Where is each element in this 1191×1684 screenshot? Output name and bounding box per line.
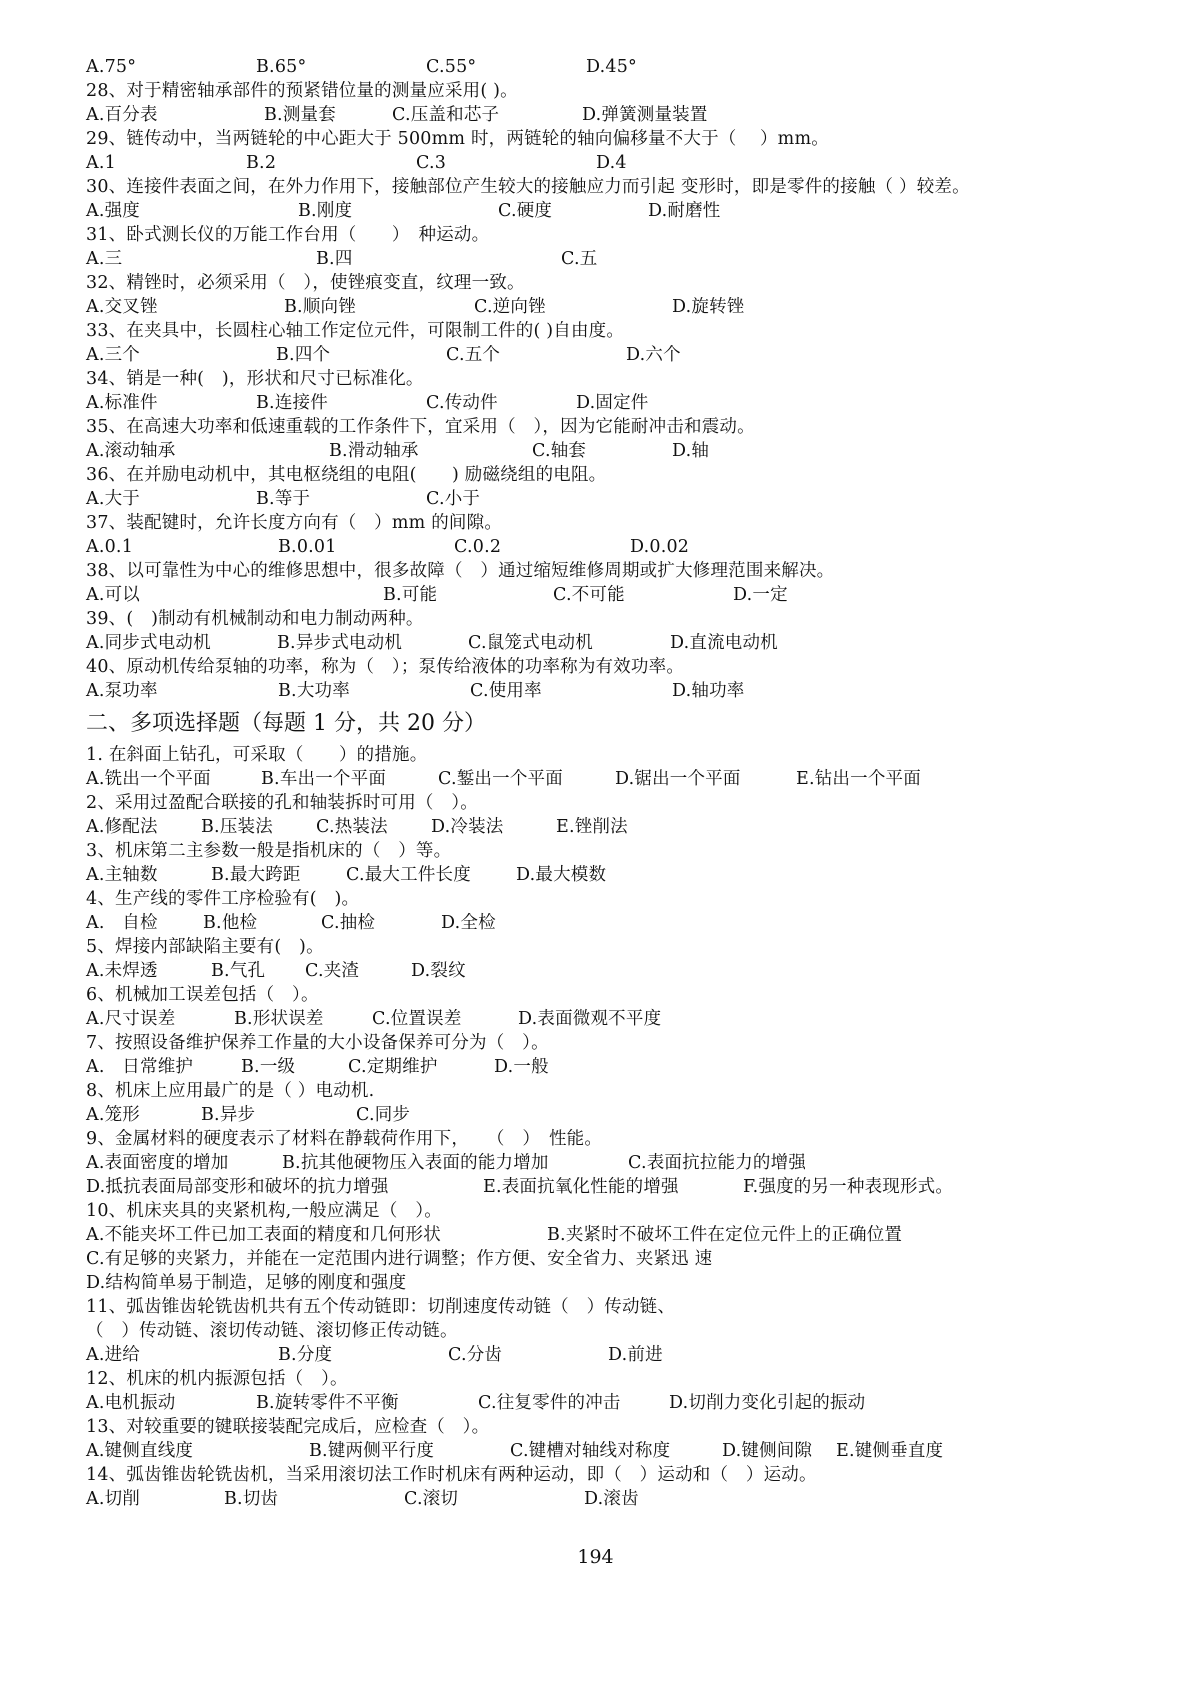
option-text: B.滑动轴承: [329, 441, 419, 461]
option-text: C.抽检: [321, 913, 376, 933]
option-text: A.可以: [86, 585, 141, 605]
option-text: C.3: [416, 153, 447, 173]
question-line: 3、机床第二主参数一般是指机床的（ ）等。: [86, 841, 452, 861]
option-text: C.鼠笼式电动机: [468, 633, 593, 653]
options-line: [86, 1391, 1166, 1415]
option-text: C.热装法: [316, 817, 388, 837]
option-text: C.传动件: [426, 393, 498, 413]
question-line: 7、按照设备维护保养工作量的大小设备保养可分为（ ）。: [86, 1033, 549, 1053]
options-line: [86, 631, 1166, 655]
options-line: [86, 199, 1166, 223]
option-text: E.表面抗氧化性能的增强: [483, 1177, 679, 1197]
question-line: 6、机械加工误差包括（ ）。: [86, 985, 319, 1005]
option-text: D.表面微观不平度: [518, 1009, 662, 1029]
option-text: A.三个: [86, 345, 141, 365]
options-line: [86, 767, 1166, 791]
option-text: A.修配法: [86, 817, 158, 837]
question-line: 4、生产线的零件工序检验有( )。: [86, 889, 360, 909]
option-text: E.钻出一个平面: [796, 769, 921, 789]
page-number: 194: [577, 1546, 614, 1568]
option-text: A. 自检: [86, 913, 158, 933]
option-text: A.电机振动: [86, 1393, 176, 1413]
option-text: A.三: [86, 249, 123, 269]
option-text: B.连接件: [256, 393, 328, 413]
option-text: D.耐磨性: [648, 201, 721, 221]
option-text: D.全检: [441, 913, 496, 933]
option-text: D.最大模数: [516, 865, 607, 885]
option-text: B.大功率: [278, 681, 350, 701]
question-line: 28、对于精密轴承部件的预紧错位量的测量应采用( )。: [86, 81, 518, 101]
option-text: A.笼形: [86, 1105, 141, 1125]
options-line: [86, 815, 1166, 839]
option-text: C.55°: [426, 57, 477, 77]
option-text: D.前进: [608, 1345, 663, 1365]
options-line: [86, 1343, 1166, 1367]
option-text: C.最大工件长度: [346, 865, 471, 885]
option-text: C.五个: [446, 345, 501, 365]
option-text: A.表面密度的增加: [86, 1153, 229, 1173]
option-text: D.弹簧测量装置: [582, 105, 708, 125]
option-text: A.交叉锉: [86, 297, 158, 317]
question-line: 38、以可靠性为中心的维修思想中，很多故障（ ）通过缩短维修周期或扩大修理范围来解决。: [86, 561, 835, 581]
option-text: C.表面抗拉能力的增强: [628, 1153, 807, 1173]
option-text: A.未焊透: [86, 961, 158, 981]
options-line: [86, 959, 1166, 983]
option-text: C.0.2: [454, 537, 502, 557]
option-text: B.旋转零件不平衡: [256, 1393, 399, 1413]
option-text: B.0.01: [278, 537, 337, 557]
option-text: D.六个: [626, 345, 681, 365]
options-line: [86, 439, 1166, 463]
option-text: C.小于: [426, 489, 481, 509]
question-line: 2、采用过盈配合联接的孔和轴装拆时可用（ ）。: [86, 793, 478, 813]
options-line: [86, 1439, 1166, 1463]
question-line: 10、机床夹具的夹紧机构,一般应满足（ ）。: [86, 1201, 442, 1221]
option-text: A.滚动轴承: [86, 441, 176, 461]
option-text: B.异步式电动机: [277, 633, 403, 653]
question-line: 13、对较重要的键联接装配完成后，应检查（ ）。: [86, 1417, 490, 1437]
options-line: [86, 1223, 1166, 1247]
option-text: C.位置误差: [372, 1009, 462, 1029]
question-line: 35、在高速大功率和低速重载的工作条件下，宜采用（ ），因为它能耐冲击和震动。: [86, 417, 755, 437]
options-line: [86, 247, 1166, 271]
options-line: [86, 487, 1166, 511]
question-line: 14、弧齿锥齿轮铣齿机，当采用滚切法工作时机床有两种运动，即（ ）运动和（ ）运动。: [86, 1465, 817, 1485]
question-line: 39、( )制动有机械制动和电力制动两种。: [86, 609, 424, 629]
option-text: E.键侧垂直度: [836, 1441, 944, 1461]
option-text: B.键两侧平行度: [309, 1441, 435, 1461]
options-line: [86, 1175, 1166, 1199]
option-text: A.强度: [86, 201, 141, 221]
options-line: [86, 911, 1166, 935]
options-line: [86, 103, 1166, 127]
options-line: [86, 1151, 1166, 1175]
option-text: E.锉削法: [556, 817, 628, 837]
option-text: C.五: [561, 249, 598, 269]
option-text: B.测量套: [264, 105, 336, 125]
option-text: D.旋转锉: [672, 297, 745, 317]
option-text: A.进给: [86, 1345, 141, 1365]
option-text: C.分齿: [448, 1345, 503, 1365]
options-line: [86, 1007, 1166, 1031]
options-line: [86, 679, 1166, 703]
option-text: B.形状误差: [234, 1009, 324, 1029]
option-text: B.气孔: [211, 961, 266, 981]
option-text: C.硬度: [498, 201, 553, 221]
option-text: B.一级: [241, 1057, 296, 1077]
question-line: 8、机床上应用最广的是（ ）电动机.: [86, 1081, 375, 1101]
option-text: D.一般: [494, 1057, 549, 1077]
option-text: F.强度的另一种表现形式。: [743, 1177, 954, 1197]
option-text: D.一定: [733, 585, 788, 605]
question-line: 31、卧式测长仪的万能工作台用（ ） 种运动。: [86, 225, 490, 245]
option-text: B.等于: [256, 489, 311, 509]
options-line: [86, 583, 1166, 607]
option-text: B.异步: [201, 1105, 256, 1125]
option-text: A.同步式电动机: [86, 633, 211, 653]
option-text: D.轴: [672, 441, 710, 461]
option-text: A.75°: [86, 57, 137, 77]
option-text: B.刚度: [298, 201, 353, 221]
option-text: C.夹渣: [305, 961, 360, 981]
option-text: A.键侧直线度: [86, 1441, 194, 1461]
option-text: C.往复零件的冲击: [478, 1393, 621, 1413]
option-text: D.0.02: [630, 537, 690, 557]
option-text: D.裂纹: [411, 961, 466, 981]
question-line: C.有足够的夹紧力，并能在一定范围内进行调整；作方便、安全省力、夹紧迅 速: [86, 1249, 713, 1269]
question-line: 5、焊接内部缺陷主要有( )。: [86, 937, 324, 957]
option-text: A. 日常维护: [86, 1057, 194, 1077]
question-line: 40、原动机传给泵轴的功率，称为（ ）；泵传给液体的功率称为有效功率。: [86, 657, 685, 677]
option-text: D.4: [596, 153, 627, 173]
section-heading: 二、多项选择题（每题 1 分，共 20 分）: [86, 711, 486, 736]
option-text: C.滚切: [404, 1489, 459, 1509]
option-text: B.可能: [383, 585, 438, 605]
options-line: [86, 343, 1166, 367]
question-line: 12、机床的机内振源包括（ ）。: [86, 1369, 348, 1389]
option-text: D.锯出一个平面: [615, 769, 741, 789]
option-text: B.车出一个平面: [261, 769, 387, 789]
options-line: [86, 1055, 1166, 1079]
option-text: A.泵功率: [86, 681, 158, 701]
option-text: C.轴套: [532, 441, 587, 461]
option-text: B.他检: [203, 913, 258, 933]
option-text: B.最大跨距: [211, 865, 301, 885]
option-text: D.抵抗表面局部变形和破坏的抗力增强: [86, 1177, 389, 1197]
option-text: B.四: [316, 249, 353, 269]
option-text: C.定期维护: [348, 1057, 438, 1077]
option-text: C.不可能: [553, 585, 625, 605]
question-line: 32、精锉时，必须采用（ ），使锉痕变直，纹理一致。: [86, 273, 525, 293]
option-text: D.固定件: [576, 393, 649, 413]
option-text: D.45°: [586, 57, 637, 77]
option-text: B.65°: [256, 57, 307, 77]
option-text: B.顺向锉: [284, 297, 356, 317]
option-text: C.逆向锉: [474, 297, 546, 317]
options-line: [86, 863, 1166, 887]
option-text: D.冷装法: [431, 817, 504, 837]
options-line: [86, 535, 1166, 559]
option-text: A.铣出一个平面: [86, 769, 211, 789]
exam-page: [86, 55, 1166, 1511]
option-text: C.使用率: [470, 681, 542, 701]
option-text: A.不能夹坏工件已加工表面的精度和几何形状: [86, 1225, 441, 1245]
question-line: 9、金属材料的硬度表示了材料在静载荷作用下， （ ） 性能。: [86, 1129, 603, 1149]
question-line: 29、链传动中，当两链轮的中心距大于 500mm 时，两链轮的轴向偏移量不大于（ ）mm。: [86, 129, 829, 149]
question-line: 1. 在斜面上钻孔，可采取（ ）的措施。: [86, 745, 428, 765]
options-line: [86, 55, 1166, 79]
option-text: C.键槽对轴线对称度: [510, 1441, 671, 1461]
question-line: 33、在夹具中，长圆柱心轴工作定位元件，可限制工件的( )自由度。: [86, 321, 625, 341]
options-line: [86, 391, 1166, 415]
option-text: D.轴功率: [672, 681, 745, 701]
option-text: B.四个: [276, 345, 331, 365]
question-line: 11、弧齿锥齿轮铣齿机共有五个传动链即：切削速度传动链（ ）传动链、: [86, 1297, 676, 1317]
option-text: B.2: [246, 153, 277, 173]
options-line: [86, 151, 1166, 175]
question-line: 36、在并励电动机中，其电枢绕组的电阻( ) 励磁绕组的电阻。: [86, 465, 607, 485]
option-text: D.滚齿: [584, 1489, 639, 1509]
option-text: A.0.1: [86, 537, 134, 557]
option-text: D.切削力变化引起的振动: [669, 1393, 866, 1413]
option-text: A.尺寸误差: [86, 1009, 176, 1029]
question-line: D.结构简单易于制造，足够的刚度和强度: [86, 1273, 407, 1293]
option-text: B.抗其他硬物压入表面的能力增加: [282, 1153, 549, 1173]
option-text: D.键侧间隙: [722, 1441, 813, 1461]
option-text: B.夹紧时不破坏工件在定位元件上的正确位置: [547, 1225, 903, 1245]
options-line: [86, 1487, 1166, 1511]
option-text: C.压盖和芯子: [392, 105, 500, 125]
option-text: B.压装法: [201, 817, 273, 837]
option-text: A.切削: [86, 1489, 141, 1509]
option-text: A.主轴数: [86, 865, 158, 885]
option-text: C.錾出一个平面: [438, 769, 563, 789]
option-text: C.同步: [356, 1105, 411, 1125]
question-line: 37、装配键时，允许长度方向有（ ）mm 的间隙。: [86, 513, 503, 533]
option-text: D.直流电动机: [670, 633, 778, 653]
option-text: A.大于: [86, 489, 141, 509]
options-line: [86, 295, 1166, 319]
option-text: B.切齿: [224, 1489, 279, 1509]
option-text: A.百分表: [86, 105, 158, 125]
question-line: 34、销是一种( )，形状和尺寸已标准化。: [86, 369, 424, 389]
question-line: （ ）传动链、滚切传动链、滚切修正传动链。: [86, 1321, 458, 1341]
option-text: B.分度: [278, 1345, 333, 1365]
question-line: 30、连接件表面之间，在外力作用下，接触部位产生较大的接触应力而引起 变形时，即是零件的接触（ ）较差。: [86, 177, 970, 197]
options-line: [86, 1103, 1166, 1127]
option-text: A.1: [86, 153, 116, 173]
option-text: A.标准件: [86, 393, 158, 413]
